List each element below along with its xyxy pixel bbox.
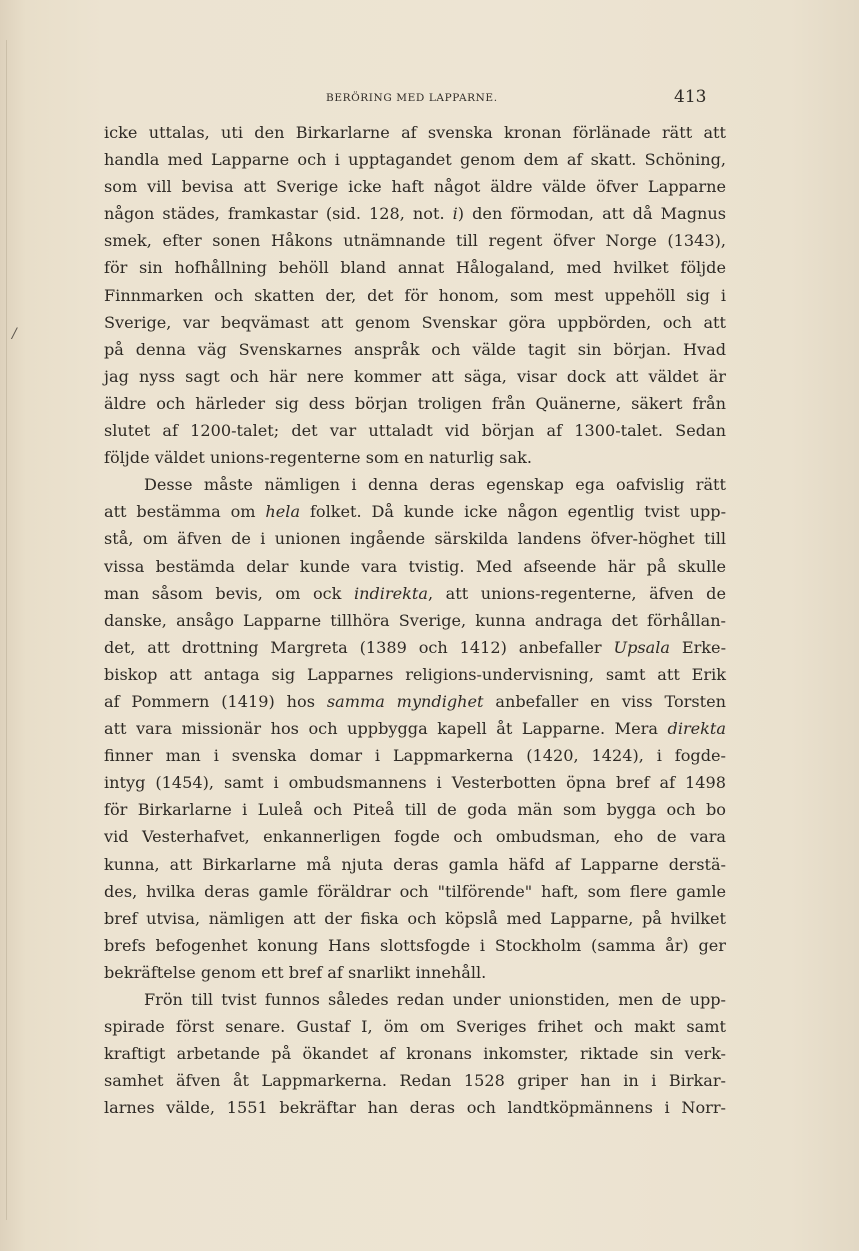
page-number: 413 bbox=[674, 87, 707, 107]
running-head bbox=[0, 87, 859, 110]
text-line: Desse måste nämligen i denna deras egenskap ega oafvislig rätt bbox=[144, 475, 726, 495]
text-line: äldre och härleder sig dess början troligen från Quänerne, säkert från bbox=[104, 393, 726, 413]
running-title: BERÖRING MED LAPPARNE. bbox=[326, 92, 498, 104]
text-line: kraftigt arbetande på ökandet af kronans inkomster, riktade sin verk- bbox=[104, 1044, 726, 1064]
margin-pencil-mark: / bbox=[12, 326, 17, 342]
text-line: finner man i svenska domar i Lappmarkerna (1420, 1424), i fogde- bbox=[104, 746, 726, 766]
text-line: för sin hofhållning behöll bland annat Hålogaland, med hvilket följde bbox=[104, 258, 726, 278]
text-line: Frön till tvist funnos således redan under unionstiden, men de upp- bbox=[144, 990, 726, 1009]
text-line: någon städes, framkastar (sid. 128, not. i) den förmodan, att då Magnus bbox=[104, 204, 726, 224]
text-line: kunna, att Birkarlarne må njuta deras gamla häfd af Lapparne derstä- bbox=[104, 854, 726, 874]
text-line: spirade först senare. Gustaf I, öm om Sveriges frihet och makt samt bbox=[104, 1017, 726, 1037]
text-line: stå, om äfven de i unionen ingående särskilda landens öfver-höghet till bbox=[104, 529, 726, 549]
text-line: Sverige, var beqvämast att genom Svenskar göra uppbörden, och att bbox=[104, 312, 726, 332]
text-line: smek, efter sonen Håkons utnämnande till regent öfver Norge (1343), bbox=[104, 231, 726, 251]
text-line: bekräftelse genom ett bref af snarlikt innehåll. bbox=[104, 962, 487, 982]
text-line: vid Vesterhafvet, enkannerligen fogde och ombudsman, eho de vara bbox=[104, 827, 726, 847]
text-line: följde väldet unions-regenterne som en naturlig sak. bbox=[104, 448, 532, 468]
text-line: samhet äfven åt Lappmarkerna. Redan 1528 griper han in i Birkar- bbox=[104, 1071, 726, 1091]
text-line: att vara missionär hos och uppbygga kapell åt Lapparne. Mera direkta bbox=[104, 719, 726, 739]
text-line: af Pommern (1419) hos samma myndighet anbefaller en viss Torsten bbox=[104, 691, 726, 711]
text-line: det, att drottning Margreta (1389 och 1412) anbefaller Upsala Erke- bbox=[104, 637, 727, 657]
text-line: bref utvisa, nämligen att der fiska och köpslå med Lapparne, på hvilket bbox=[104, 908, 726, 928]
paragraph-1 bbox=[104, 119, 726, 471]
text-line: som vill bevisa att Sverige icke haft något äldre välde öfver Lapparne bbox=[104, 177, 726, 197]
text-line: larnes välde, 1551 bekräftar han deras och landtköpmännens i Norr- bbox=[104, 1098, 726, 1118]
text-line: jag nyss sagt och här nere kommer att säga, visar dock att väldet är bbox=[104, 366, 726, 386]
text-line: des, hvilka deras gamle föräldrar och "tilförende" haft, som flere gamle bbox=[104, 881, 726, 901]
page-edge-line bbox=[6, 40, 7, 1220]
text-line: danske, ansågo Lapparne tillhöra Sverige, kunna andraga det förhållan- bbox=[104, 610, 726, 630]
text-line: att bestämma om hela folket. Då kunde icke någon egentlig tvist upp- bbox=[104, 502, 727, 522]
text-line: man såsom bevis, om ock indirekta, att unions-regenterne, äfven de bbox=[104, 583, 726, 603]
text-line: för Birkarlarne i Luleå och Piteå till de goda män som bygga och bo bbox=[104, 800, 726, 820]
body-text bbox=[104, 119, 726, 1121]
text-line: icke uttalas, uti den Birkarlarne af svenska kronan förlänade rätt att bbox=[104, 123, 726, 142]
paragraph-2 bbox=[104, 471, 726, 986]
text-line: vissa bestämda delar kunde vara tvistig. Med afseende här på skulle bbox=[104, 556, 726, 576]
text-line: intyg (1454), samt i ombudsmannens i Vesterbotten öpna bref af 1498 bbox=[104, 773, 726, 793]
text-line: biskop att antaga sig Lapparnes religions-undervisning, samt att Erik bbox=[104, 664, 726, 684]
text-line: handla med Lapparne och i upptagandet genom dem af skatt. Schöning, bbox=[104, 150, 726, 170]
paragraph-3 bbox=[104, 986, 726, 1121]
text-line: brefs befogenhet konung Hans slottsfogde i Stockholm (samma år) ger bbox=[104, 935, 726, 955]
text-line: på denna väg Svenskarnes anspråk och välde tagit sin början. Hvad bbox=[104, 339, 726, 359]
text-line: Finnmarken och skatten der, det för honom, som mest uppehöll sig i bbox=[104, 285, 726, 305]
text-line: slutet af 1200-talet; det var uttaladt vid början af 1300-talet. Sedan bbox=[104, 421, 726, 441]
